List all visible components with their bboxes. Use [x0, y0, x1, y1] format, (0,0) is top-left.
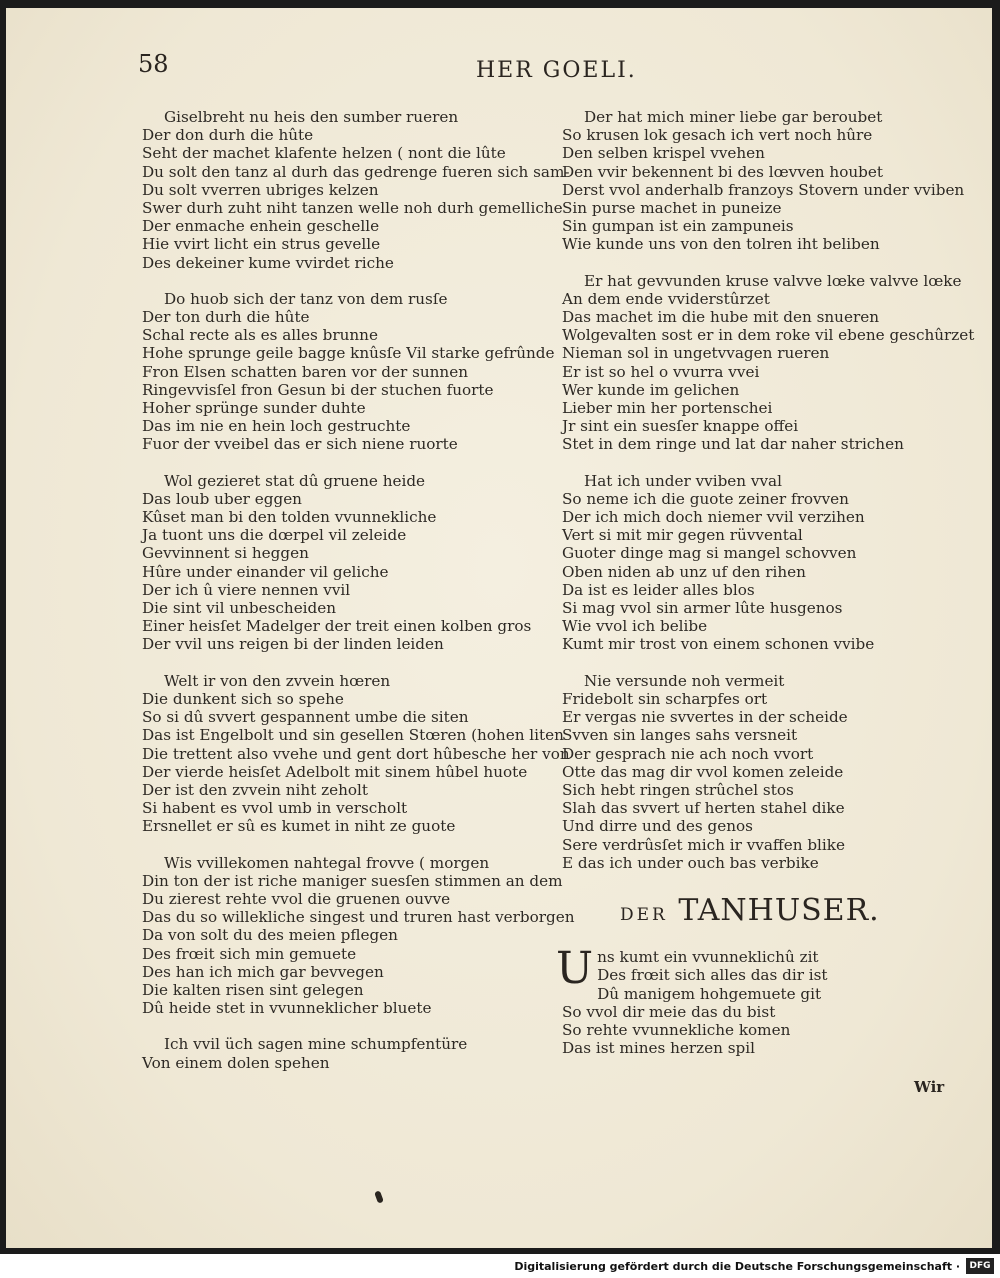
verse-line: Ich vvil üch sagen mine schumpfentüre	[164, 1035, 468, 1054]
stanza	[562, 108, 965, 254]
verse-line: Nieman sol in ungetvvagen rueren	[562, 344, 830, 363]
verse-line: Der ich û viere nennen vvil	[142, 580, 351, 599]
verse-line: Hoher sprünge sunder duhte	[142, 399, 366, 418]
stanza	[142, 1035, 542, 1071]
verse-line: Lieber min her portenschei	[562, 399, 773, 418]
verse-line: Wer kunde im gelichen	[562, 380, 740, 399]
section-heading	[620, 892, 962, 928]
verse-line: Giselbreht nu heis den sumber rueren	[164, 108, 459, 126]
verse-line: Der hat mich miner liebe gar beroubet	[584, 108, 883, 126]
verse-line: Wis vvillekomen nahtegal frovve ( morgen	[164, 853, 490, 872]
stanza	[142, 472, 542, 654]
verse-line: Hie vvirt licht ein strus gevelle	[142, 235, 381, 254]
left-column	[142, 108, 575, 1090]
verse-line: Sere verdrûsſet mich ir vvaffen blike	[562, 835, 845, 854]
verse-line: Derst vvol anderhalb franzoys Stovern under vviben	[562, 180, 965, 199]
verse-line: Der gesprach nie ach noch vvort	[562, 744, 814, 763]
verse-line: E das ich under ouch bas verbike	[562, 853, 819, 872]
footer-bar	[0, 1256, 1000, 1278]
verse-line: So si dû svvert gespannent umbe die siten	[142, 708, 469, 727]
verse-line: Swer durh zuht niht tanzen welle noh durh gemelliche	[142, 199, 563, 218]
verse-line: Wolgevalten sost er in dem roke vil ebene geschûrzet	[562, 326, 975, 345]
verse-line: Fron Elsen schatten baren vor der sunnen	[142, 362, 468, 381]
verse-line: Den vvir bekennent bi des lœvven houbet	[562, 162, 883, 181]
drop-cap: U	[556, 943, 594, 995]
verse-line: Seht der machet klafente helzen ( nont die lûte	[142, 144, 506, 163]
stanza	[142, 108, 570, 272]
verse-line: Das im nie en hein loch gestruchte	[142, 417, 411, 436]
verse-line: Da ist es leider alles blos	[562, 580, 755, 599]
verse-line: Des dekeiner kume vvirdet riche	[142, 253, 394, 272]
verse-line: Des frœit sich alles das dir ist	[597, 966, 828, 985]
verse-line: Der ton durh die hûte	[142, 308, 310, 327]
stanza	[562, 472, 962, 654]
verse-line: Do huob sich der tanz von dem rusſe	[164, 289, 448, 308]
verse-line: Dû manigem hohgemuete git	[597, 984, 822, 1003]
verse-line: Die dunkent sich so spehe	[142, 689, 344, 708]
verse-line: Des frœit sich min gemuete	[142, 944, 357, 963]
verse-line: Du solt den tanz al durh das gedrenge fueren sich sam-	[142, 162, 570, 181]
verse-line: Der enmache enhein geschelle	[142, 217, 380, 236]
section-heading-small: DER	[620, 904, 668, 925]
verse-line: Der ich mich doch niemer vvil verzihen	[562, 508, 865, 527]
verse-line: Fuor der vveibel das er sich niene ruorte	[142, 435, 458, 454]
verse-line: So vvol dir meie das du bist	[562, 1002, 776, 1021]
footer-credit: Digitalisierung gefördert durch die Deutsche Forschungsgemeinschaft ·	[514, 1260, 960, 1273]
verse-line: An dem ende vviderstûrzet	[562, 289, 770, 308]
verse-line: So neme ich die guote zeiner frovven	[562, 489, 849, 508]
section-heading-large: TANHUSER.	[678, 892, 880, 928]
verse-line: Kumt mir trost von einem schonen vvibe	[562, 635, 875, 654]
verse-line: Guoter dinge mag si mangel schovven	[562, 544, 857, 563]
verse-line: Der don durh die hûte	[142, 126, 314, 145]
verse-line: Die trettent also vvehe und gent dort hûbesche her von	[142, 744, 570, 763]
verse-line: Du zierest rehte vvol die gruenen ouvve	[142, 889, 451, 908]
verse-line: Der ist den zvvein niht zeholt	[142, 780, 368, 799]
verse-line: Den selben krispel vvehen	[562, 144, 765, 163]
verse-line: Nie versunde noh vermeit	[584, 671, 785, 690]
stanza	[562, 271, 975, 454]
verse-line: Sin purse machet in puneize	[562, 199, 782, 218]
verse-line: Er ist so hel o vvurra vvei	[562, 362, 760, 381]
ink-speck	[374, 1190, 384, 1203]
verse-line: Otte das mag dir vvol komen zeleide	[562, 762, 844, 781]
stanza	[142, 289, 555, 454]
verse-line: Slah das svvert uf herten stahel dike	[562, 799, 845, 818]
stanza	[562, 672, 962, 872]
page-number: 58	[138, 50, 169, 78]
verse-line: Das machet im die hube mit den snueren	[562, 308, 879, 327]
verse-line: Fridebolt sin scharpfes ort	[562, 689, 768, 708]
running-head: HER GOELI.	[476, 58, 637, 83]
verse-line: Das loub uber eggen	[142, 489, 302, 508]
verse-line: Svven sin langes sahs versneit	[562, 726, 798, 745]
poem-first-line: ns kumt ein vvunneklichû zit	[597, 948, 819, 967]
verse-line: Das du so willekliche singest und truren hast verborgen	[142, 908, 575, 927]
verse-line: Und dirre und des genos	[562, 817, 753, 836]
verse-line: Jr sint ein suesſer knappe offei	[562, 417, 799, 436]
verse-line: Von einem dolen spehen	[142, 1053, 330, 1072]
right-stanzas	[562, 108, 975, 872]
verse-line: Das ist mines herzen spil	[562, 1039, 755, 1058]
catchword: Wir	[914, 1078, 945, 1096]
tanhuser-poem	[556, 943, 962, 1058]
left-stanzas	[142, 108, 575, 1072]
verse-line: So krusen lok gesach ich vert noch hûre	[562, 126, 873, 145]
poem-lines	[562, 966, 962, 1057]
stanza	[142, 853, 575, 1018]
verse-line: Die sint vil unbescheiden	[142, 599, 337, 618]
verse-line: Welt ir von den zvvein hœren	[164, 671, 391, 690]
verse-line: Wie kunde uns von den tolren iht beliben	[562, 235, 880, 254]
verse-line: Ja tuont uns die dœrpel vil zeleide	[142, 526, 407, 545]
verse-line: Si habent es vvol umb in verscholt	[142, 799, 408, 818]
verse-line: Da von solt du des meien pflegen	[142, 926, 398, 945]
verse-line: Dû heide stet in vvunneklicher bluete	[142, 999, 432, 1018]
verse-line: Die kalten risen sint gelegen	[142, 980, 364, 999]
verse-line: Der vierde heisſet Adelbolt mit sinem hûbel huote	[142, 762, 528, 781]
verse-line: Du solt vverren ubriges kelzen	[142, 180, 379, 199]
verse-line: Din ton der ist riche maniger suesſen stimmen an dem	[142, 871, 563, 890]
verse-line: Sich hebt ringen strûchel stos	[562, 780, 794, 799]
verse-line: Si mag vvol sin armer lûte husgenos	[562, 599, 843, 618]
verse-line: Des han ich mich gar bevvegen	[142, 962, 384, 981]
verse-line: Einer heisſet Madelger der treit einen kolben gros	[142, 617, 532, 636]
verse-line: Vert si mit mir gegen rüvvental	[562, 526, 803, 545]
verse-line: So rehte vvunnekliche komen	[562, 1020, 791, 1039]
book-page	[6, 8, 992, 1248]
verse-line: Oben niden ab unz uf den rihen	[562, 562, 806, 581]
verse-line: Das ist Engelbolt und sin gesellen Stœren (hohen liten	[142, 726, 564, 745]
verse-line: Hohe sprunge geile bagge knûsſe Vil starke gefrûnde	[142, 344, 555, 363]
stanza	[142, 671, 570, 836]
dfg-logo: DFG	[966, 1258, 994, 1274]
verse-line: Hûre under einander vil geliche	[142, 562, 389, 581]
verse-line: Wie vvol ich belibe	[562, 617, 708, 636]
verse-line: Der vvil uns reigen bi der linden leiden	[142, 635, 444, 654]
verse-line: Kûset man bi den tolden vvunnekliche	[142, 508, 437, 527]
verse-line: Ringevvisſel fron Gesun bi der stuchen fuorte	[142, 380, 494, 399]
verse-line: Wol gezieret stat dû gruene heide	[164, 471, 426, 490]
verse-line: Gevvinnent si heggen	[142, 544, 309, 563]
right-column	[556, 108, 975, 1058]
verse-line: Er vergas nie svvertes in der scheide	[562, 708, 848, 727]
verse-line: Ersnellet er sû es kumet in niht ze guote	[142, 817, 456, 836]
verse-line: Er hat gevvunden kruse valvve lœke valvve lœke	[584, 271, 962, 290]
verse-line: Sin gumpan ist ein zampuneis	[562, 217, 794, 236]
verse-line: Hat ich under vviben vval	[584, 471, 782, 490]
verse-line: Stet in dem ringe und lat dar naher strichen	[562, 435, 904, 454]
verse-line: Schal recte als es alles brunne	[142, 326, 378, 345]
